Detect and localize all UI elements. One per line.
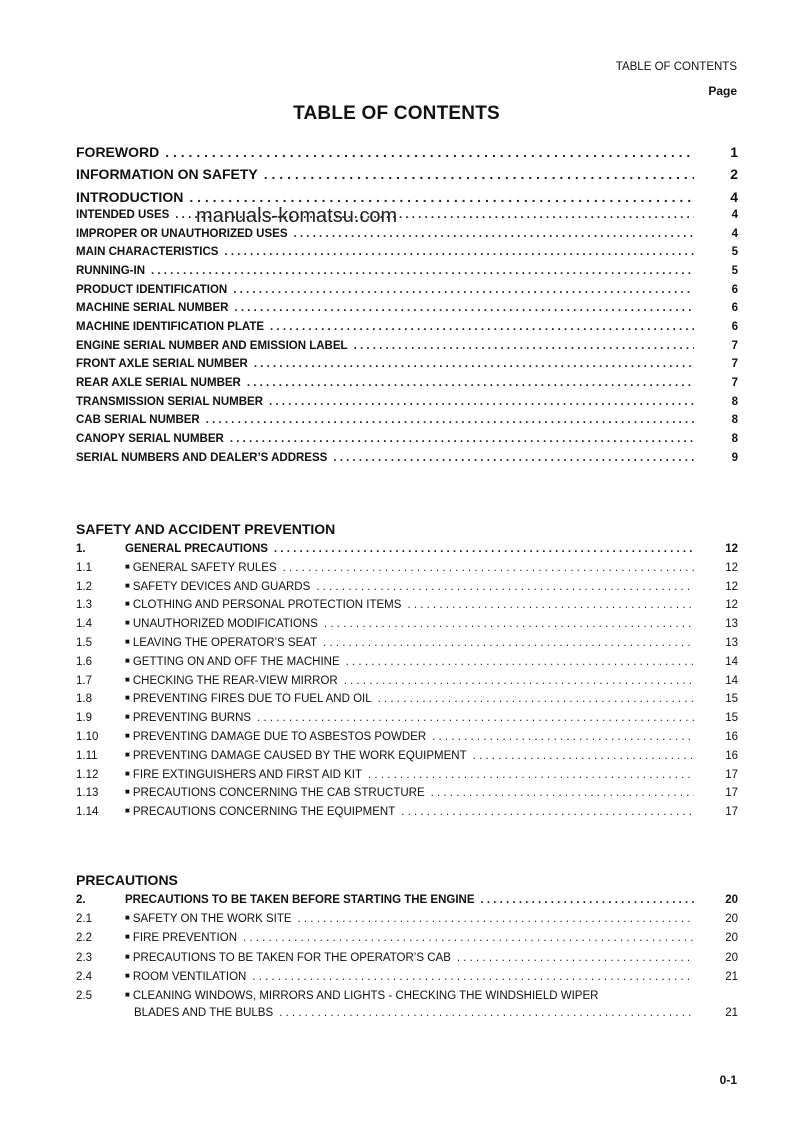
toc-entry-label: ROOM VENTILATION (132, 970, 247, 983)
toc-entry-page: 14 (725, 655, 738, 668)
toc-entry-number: 2.4 (76, 970, 92, 983)
toc-entry-label: GENERAL SAFETY RULES (132, 561, 277, 574)
dot-leader (324, 618, 694, 630)
toc-entry (76, 581, 738, 598)
toc-entry (76, 637, 738, 654)
running-header: TABLE OF CONTENTS (615, 61, 737, 73)
toc-entry (76, 675, 738, 692)
dot-leader (457, 952, 694, 964)
toc-entry-label: UNAUTHORIZED MODIFICATIONS (132, 618, 318, 631)
dot-leader (224, 246, 694, 258)
dot-leader (401, 806, 694, 818)
toc-entry-label: SAFETY ON THE WORK SITE (132, 913, 292, 926)
dot-leader (151, 265, 694, 277)
toc-entry-label: FRONT AXLE SERIAL NUMBER (76, 358, 248, 370)
toc-entry (76, 340, 738, 357)
toc-entry-number: 1. (76, 543, 86, 555)
dot-leader (432, 731, 694, 743)
dot-leader (233, 284, 694, 296)
dot-leader (368, 769, 694, 781)
dot-leader (264, 166, 694, 182)
toc-entry-number: 1.10 (76, 731, 99, 743)
toc-entry (76, 712, 738, 729)
toc-entry-page: 7 (731, 377, 738, 389)
toc-entry-label: CAB SERIAL NUMBER (76, 414, 200, 426)
toc-entry-number: 1.2 (76, 580, 92, 593)
dot-leader (252, 971, 694, 983)
toc-entry-label: PRECAUTIONS CONCERNING THE EQUIPMENT (132, 806, 396, 819)
toc-entry-label: SERIAL NUMBERS AND DEALER’S ADDRESS (76, 452, 328, 464)
toc-entry-page: 2 (730, 166, 738, 182)
toc-entry-page: 1 (730, 144, 738, 160)
toc-entry-page: 6 (731, 321, 738, 333)
bullet-icon: ■ (125, 731, 130, 740)
dot-leader (333, 452, 694, 464)
toc-entry-page: 8 (731, 414, 738, 426)
toc-entry-number: 1.14 (76, 806, 99, 819)
toc-entry (76, 144, 738, 161)
toc-entry-page: 12 (725, 599, 738, 612)
bullet-icon: ■ (125, 580, 130, 590)
bullet-icon: ■ (125, 913, 130, 923)
toc-entry-page: 6 (731, 302, 738, 314)
toc-entry-number: 1.12 (76, 768, 99, 781)
toc-entry-label: FIRE PREVENTION (132, 932, 237, 945)
dot-leader (274, 543, 694, 555)
toc-entry-label: MACHINE IDENTIFICATION PLATE (76, 321, 265, 333)
toc-entry-page: 17 (725, 787, 738, 800)
toc-entry-label: IMPROPER OR UNAUTHORIZED USES (76, 228, 288, 240)
page-title: TABLE OF CONTENTS (293, 103, 500, 124)
dot-leader (270, 321, 694, 333)
toc-entry-page: 17 (725, 806, 738, 819)
bullet-icon: ■ (125, 768, 130, 778)
toc-entry-page: 21 (725, 1007, 738, 1019)
toc-entry (76, 952, 738, 969)
toc-entry (76, 321, 738, 338)
page-column-label: Page (708, 84, 737, 98)
toc-entry-label: INTRODUCTION (76, 189, 184, 205)
toc-entry-number: 2.3 (76, 951, 92, 964)
toc-entry (76, 358, 738, 375)
toc-entry-label: CHECKING THE REAR-VIEW MIRROR (132, 674, 338, 687)
toc-entry-label: ENGINE SERIAL NUMBER AND EMISSION LABEL (76, 340, 348, 352)
toc-entry-number: 1.13 (76, 787, 99, 800)
toc-entry-label: CLEANING WINDOWS, MIRRORS AND LIGHTS - CHECKING THE WINDSHIELD WIPER (132, 990, 599, 1002)
toc-entry-number: 2.5 (76, 990, 92, 1002)
toc-entry (76, 414, 738, 431)
bullet-icon: ■ (125, 932, 130, 942)
bullet-icon: ■ (125, 806, 130, 816)
safety-section-heading: SAFETY AND ACCIDENT PREVENTION (76, 521, 336, 537)
toc-entry (76, 228, 738, 245)
toc-entry-page: 9 (731, 452, 738, 464)
toc-entry-number: 1.5 (76, 637, 92, 649)
toc-entry (76, 787, 738, 804)
toc-entry-label: MACHINE SERIAL NUMBER (76, 302, 229, 314)
toc-entry-page: 20 (725, 932, 738, 945)
bullet-icon: ■ (125, 693, 130, 703)
toc-entry-label: PRODUCT IDENTIFICATION (76, 284, 228, 296)
toc-entry-label: PRECAUTIONS TO BE TAKEN BEFORE STARTING THE ENGINE (125, 894, 475, 906)
bullet-icon: ■ (125, 655, 130, 665)
toc-entry-number: 2.1 (76, 913, 92, 926)
dot-leader (294, 228, 695, 240)
toc-entry (76, 990, 738, 1007)
toc-entry-number: 1.8 (76, 693, 92, 706)
dot-leader (235, 302, 695, 314)
dot-leader (378, 693, 694, 705)
toc-entry-label: CLOTHING AND PERSONAL PROTECTION ITEMS (132, 599, 402, 612)
toc-entry-page: 15 (725, 712, 738, 725)
dot-leader (283, 562, 694, 574)
toc-entry-label: PREVENTING BURNS (132, 712, 252, 725)
toc-entry-label: REAR AXLE SERIAL NUMBER (76, 377, 241, 389)
toc-entry (76, 433, 738, 450)
toc-entry (76, 452, 738, 469)
toc-entry-label: INTENDED USES (76, 209, 170, 221)
toc-entry (76, 377, 738, 394)
toc-entry-label: RUNNING-IN (76, 265, 145, 277)
toc-entry-number: 1.4 (76, 618, 92, 631)
toc-entry-label: TRANSMISSION SERIAL NUMBER (76, 396, 263, 408)
toc-entry (76, 894, 738, 911)
toc-entry-page: 4 (730, 189, 738, 205)
dot-leader (243, 932, 694, 944)
toc-entry-label: PRECAUTIONS CONCERNING THE CAB STRUCTURE (132, 787, 425, 800)
toc-entry-page: 12 (725, 543, 738, 555)
bullet-icon: ■ (125, 618, 130, 628)
toc-entry-page: 12 (725, 580, 738, 593)
toc-entry-number: 1.1 (76, 561, 92, 574)
toc-entry (76, 693, 738, 710)
toc-entry (76, 750, 738, 767)
toc-entry-number: 2.2 (76, 932, 92, 945)
toc-entry-label: GETTING ON AND OFF THE MACHINE (132, 655, 340, 668)
dot-leader (269, 396, 694, 408)
toc-entry (76, 302, 738, 319)
bullet-icon: ■ (125, 599, 130, 609)
toc-entry (76, 562, 738, 579)
toc-entry-label: PREVENTING DAMAGE DUE TO ASBESTOS POWDER (132, 731, 427, 743)
toc-entry-number: 1.9 (76, 712, 92, 725)
toc-entry (76, 189, 738, 206)
dot-leader (230, 433, 694, 445)
bullet-icon: ■ (125, 990, 130, 999)
toc-entry (76, 769, 738, 786)
toc-entry (76, 246, 738, 263)
dot-leader (298, 913, 694, 925)
bullet-icon: ■ (125, 787, 130, 797)
toc-entry (76, 656, 738, 673)
toc-entry-label: LEAVING THE OPERATOR’S SEAT (132, 637, 318, 649)
bullet-icon: ■ (125, 749, 130, 759)
toc-entry (76, 913, 738, 930)
toc-entry-label: INFORMATION ON SAFETY (76, 166, 258, 182)
toc-entry-page: 5 (731, 246, 738, 258)
toc-entry-label: FOREWORD (76, 144, 160, 160)
bullet-icon: ■ (125, 561, 130, 571)
toc-entry-page: 20 (725, 913, 738, 926)
toc-entry-page: 15 (725, 693, 738, 706)
toc-entry-number: 2. (76, 894, 86, 906)
toc-entry-number: 1.11 (76, 749, 98, 762)
toc-entry-label: SAFETY DEVICES AND GUARDS (132, 580, 311, 593)
bullet-icon: ■ (125, 951, 130, 961)
bullet-icon: ■ (125, 712, 130, 722)
bullet-icon: ■ (125, 970, 130, 980)
toc-entry (76, 971, 738, 988)
dot-leader (323, 637, 694, 649)
dot-leader (257, 712, 694, 724)
toc-entry-page: 20 (725, 951, 738, 964)
toc-entry (76, 396, 738, 413)
toc-entry-page: 6 (731, 284, 738, 296)
toc-entry-page: 5 (731, 265, 738, 277)
toc-entry-page: 7 (731, 340, 738, 352)
toc-entry-number: 1.7 (76, 674, 92, 687)
toc-entry-page: 13 (725, 618, 738, 631)
toc-entry-label: GENERAL PRECAUTIONS (125, 543, 268, 555)
bullet-icon: ■ (125, 674, 130, 684)
bullet-icon: ■ (125, 637, 130, 646)
toc-entry-label: MAIN CHARACTERISTICS (76, 246, 219, 258)
toc-entry-page: 4 (731, 228, 738, 240)
dot-leader (431, 787, 694, 799)
page-number: 0-1 (719, 1073, 737, 1087)
toc-entry (76, 543, 738, 560)
toc-entry-page: 17 (725, 768, 738, 781)
toc-entry-number: 1.3 (76, 599, 92, 612)
toc-entry (76, 806, 738, 823)
toc-entry-label: PREVENTING DAMAGE CAUSED BY THE WORK EQUIPMENT (132, 749, 467, 762)
dot-leader (407, 599, 694, 611)
toc-entry-page: 16 (725, 731, 738, 743)
toc-entry (76, 209, 738, 226)
watermark: manuals-komatsu.com (196, 205, 398, 227)
toc-entry-page: 21 (725, 970, 738, 983)
dot-leader (354, 340, 694, 352)
toc-entry-page: 12 (725, 561, 738, 574)
toc-entry-page: 8 (731, 396, 738, 408)
toc-entry (76, 599, 738, 616)
dot-leader (344, 675, 694, 687)
dot-leader (189, 189, 694, 205)
dot-leader (346, 656, 694, 668)
toc-entry-label: PRECAUTIONS TO BE TAKEN FOR THE OPERATOR’S CAB (132, 951, 451, 964)
toc-entry-page: 13 (725, 637, 738, 649)
dot-leader (206, 414, 694, 426)
toc-entry-label: PREVENTING FIRES DUE TO FUEL AND OIL (132, 693, 372, 706)
dot-leader (316, 581, 694, 593)
dot-leader (481, 894, 695, 906)
dot-leader (247, 377, 694, 389)
precautions-section-heading: PRECAUTIONS (76, 872, 178, 888)
toc-entry (76, 932, 738, 949)
toc-entry-page: 7 (731, 358, 738, 370)
toc-entry (76, 731, 738, 748)
toc-entry (76, 618, 738, 635)
toc-entry-label: FIRE EXTINGUISHERS AND FIRST AID KIT (132, 768, 363, 781)
toc-entry (76, 284, 738, 301)
toc-entry-page: 16 (725, 749, 738, 762)
toc-entry-page: 4 (731, 209, 738, 221)
dot-leader (279, 1007, 694, 1019)
toc-entry (76, 265, 738, 282)
toc-entry-continuation (134, 1007, 738, 1024)
toc-entry (76, 166, 738, 183)
dot-leader (254, 358, 694, 370)
toc-entry-page: 8 (731, 433, 738, 445)
dot-leader (165, 144, 694, 160)
toc-entry-label: CANOPY SERIAL NUMBER (76, 433, 224, 445)
dot-leader (473, 750, 694, 762)
toc-entry-label: BLADES AND THE BULBS (134, 1007, 274, 1019)
toc-entry-page: 14 (725, 674, 738, 687)
toc-entry-number: 1.6 (76, 655, 92, 668)
toc-entry-page: 20 (725, 894, 738, 906)
